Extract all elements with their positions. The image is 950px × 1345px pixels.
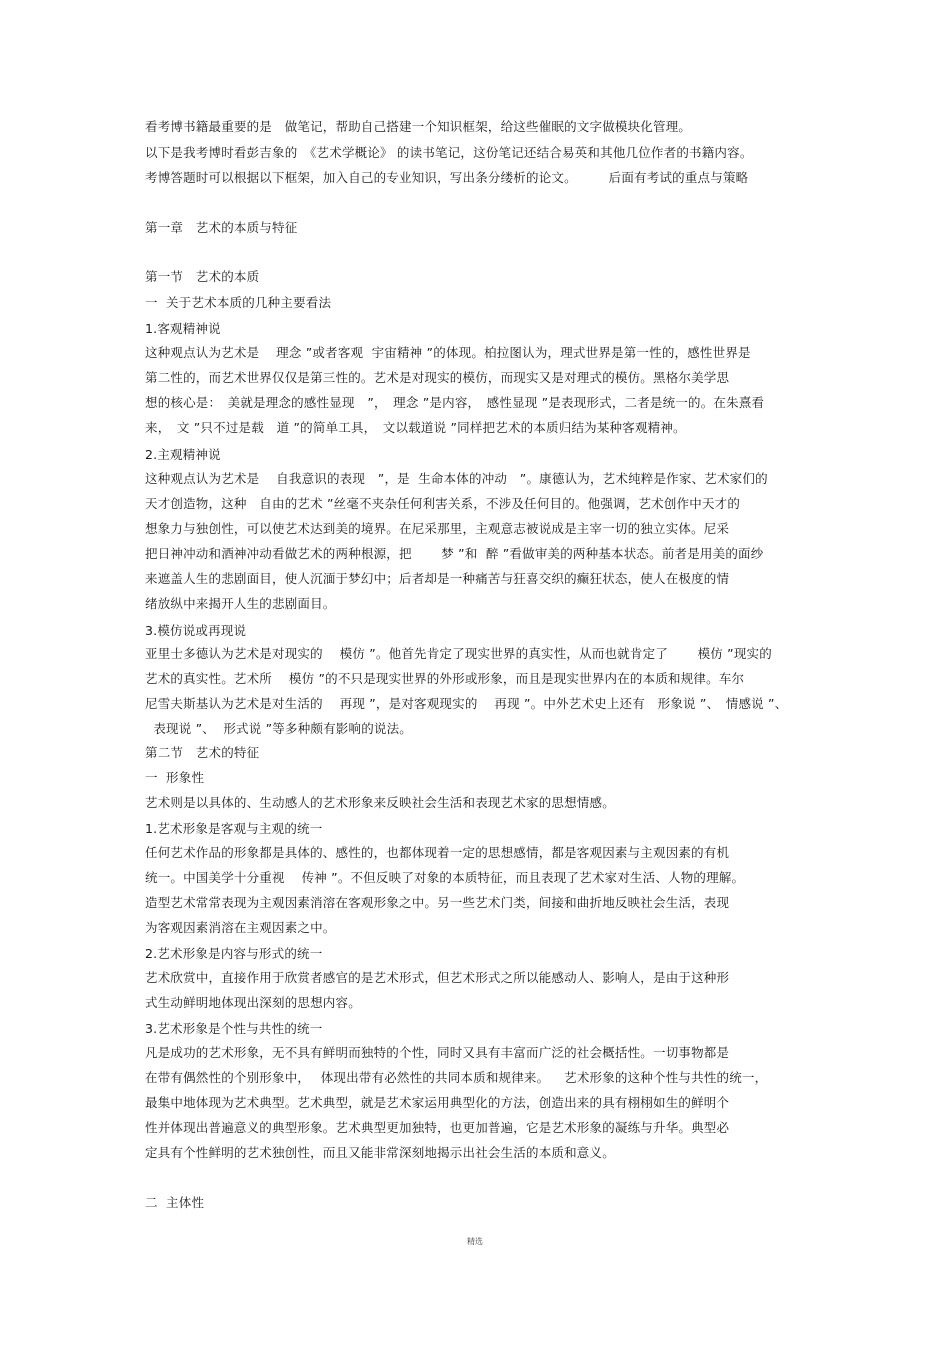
subsection-heading: 一 关于艺术本质的几种主要看法 — [145, 295, 332, 310]
subsection-heading: 二 主体性 — [145, 1195, 205, 1210]
body-line: 在带有偶然性的个别形象中， 体现出带有必然性的共同本质和规律来。 艺术形象的这种个性与共性的统一， — [145, 1070, 768, 1085]
body-line: 亚里士多德认为艺术是对现实的 模仿 ”。他首先肯定了现实世界的真实性，从而也就肯定了 模仿 ”现实的 — [145, 646, 772, 661]
body-line: 凡是成功的艺术形象，无不具有鲜明而独特的个性，同时又具有丰富而广泛的社会概括性。一切事物都是 — [145, 1045, 730, 1060]
page-footer: 精选 — [467, 1237, 483, 1246]
body-line: 统一。中国美学十分重视 传神 ”。不但反映了对象的本质特征，而且表现了艺术家对生活、人物的理解。 — [145, 870, 745, 885]
body-line: 来， 文 ”只不过是载 道 ”的简单工具， 文以载道说 ”同样把艺术的本质归结为某种客观精神。 — [145, 420, 686, 435]
item-heading: 1.艺术形象是客观与主观的统一 — [145, 821, 323, 836]
body-line: 天才创造物，这种 自由的艺术 ”丝毫不夹杂任何利害关系，不涉及任何目的。他强调，艺术创作中天才的 — [145, 496, 741, 511]
body-line: 把日神冲动和酒神冲动看做艺术的两种根源，把 梦 ”和 醉 ”看做审美的两种基本状态。前者是用美的面纱 — [145, 546, 764, 561]
body-line: 性并体现出普遍意义的典型形象。艺术典型更加独特，也更加普遍，它是艺术形象的凝练与升华。典型必 — [145, 1120, 730, 1135]
body-line: 想的核心是： 美就是理念的感性显现 ”， 理念 ”是内容， 感性显现 ”是表现形式，二者是统一的。在朱熹看 — [145, 395, 765, 410]
chapter-heading: 第一章 艺术的本质与特征 — [145, 220, 298, 235]
body-line: 尼雪夫斯基认为艺术是对生活的 再现 ”，是对客观现实的 再现 ”。中外艺术史上还有 形象说 ”、 情感说 ”、 — [145, 696, 788, 711]
body-line: 想象力与独创性，可以使艺术达到美的境界。在尼采那里，主观意志被说成是主宰一切的独立实体。尼采 — [145, 521, 730, 536]
item-heading: 3.艺术形象是个性与共性的统一 — [145, 1021, 323, 1036]
body-line: 式生动鲜明地体现出深刻的思想内容。 — [145, 995, 361, 1010]
body-line: 这种观点认为艺术是 理念 ”或者客观 宇宙精神 ”的体现。柏拉图认为，理式世界是第一性的，感性世界是 — [145, 345, 751, 360]
body-line: 这种观点认为艺术是 自我意识的表现 ”，是 生命本体的冲动 ”。康德认为，艺术纯粹是作家、艺术家们的 — [145, 471, 768, 486]
body-line: 定具有个性鲜明的艺术独创性，而且又能非常深刻地揭示出社会生活的本质和意义。 — [145, 1145, 615, 1160]
body-line: 任何艺术作品的形象都是具体的、感性的，也都体现着一定的思想感情，都是客观因素与主观因素的有机 — [145, 845, 730, 860]
item-heading: 3.模仿说或再现说 — [145, 623, 247, 638]
section-heading: 第一节 艺术的本质 — [145, 269, 260, 284]
body-line: 最集中地体现为艺术典型。艺术典型，就是艺术家运用典型化的方法，创造出来的具有栩栩如生的鲜明个 — [145, 1095, 730, 1110]
subsection-heading: 一 形象性 — [145, 770, 205, 785]
intro-line: 以下是我考博时看彭吉象的 《艺术学概论》 的读书笔记，这份笔记还结合易英和其他几位作者的书籍内容。 — [145, 145, 753, 160]
body-line: 造型艺术常常表现为主观因素消溶在客观形象之中。另一些艺术门类，间接和曲折地反映社会生活，表现 — [145, 895, 730, 910]
section-heading: 第二节 艺术的特征 — [145, 745, 260, 760]
body-line: 表现说 ”、 形式说 ”等多种颇有影响的说法。 — [145, 721, 412, 736]
item-heading: 2.艺术形象是内容与形式的统一 — [145, 946, 323, 961]
body-line: 第二性的，而艺术世界仅仅是第三性的。艺术是对现实的模仿，而现实又是对理式的模仿。黑格尔美学思 — [145, 370, 730, 385]
item-heading: 1.客观精神说 — [145, 321, 221, 336]
body-line: 艺术的真实性。艺术所 模仿 ”的不只是现实世界的外形或形象，而且是现实世界内在的本质和规律。车尔 — [145, 671, 745, 686]
body-line: 绪放纵中来揭开人生的悲剧面目。 — [145, 596, 336, 611]
body-line: 艺术则是以具体的、生动感人的艺术形象来反映社会生活和表现艺术家的思想情感。 — [145, 795, 615, 810]
item-heading: 2.主观精神说 — [145, 447, 221, 462]
body-line: 艺术欣赏中，直接作用于欣赏者感官的是艺术形式，但艺术形式之所以能感动人、影响人，是由于这种形 — [145, 970, 730, 985]
intro-line: 考博答题时可以根据以下框架，加入自己的专业知识，写出条分缕析的论文。 后面有考试的重点与策略 — [145, 170, 749, 185]
body-line: 为客观因素消溶在主观因素之中。 — [145, 920, 336, 935]
intro-line: 看考博书籍最重要的是 做笔记，帮助自己搭建一个知识框架，给这些催眠的文字做模块化管理。 — [145, 119, 692, 134]
body-line: 来遮盖人生的悲剧面目，使人沉湎于梦幻中；后者却是一种痛苦与狂喜交织的癫狂状态，使人在极度的情 — [145, 571, 730, 586]
